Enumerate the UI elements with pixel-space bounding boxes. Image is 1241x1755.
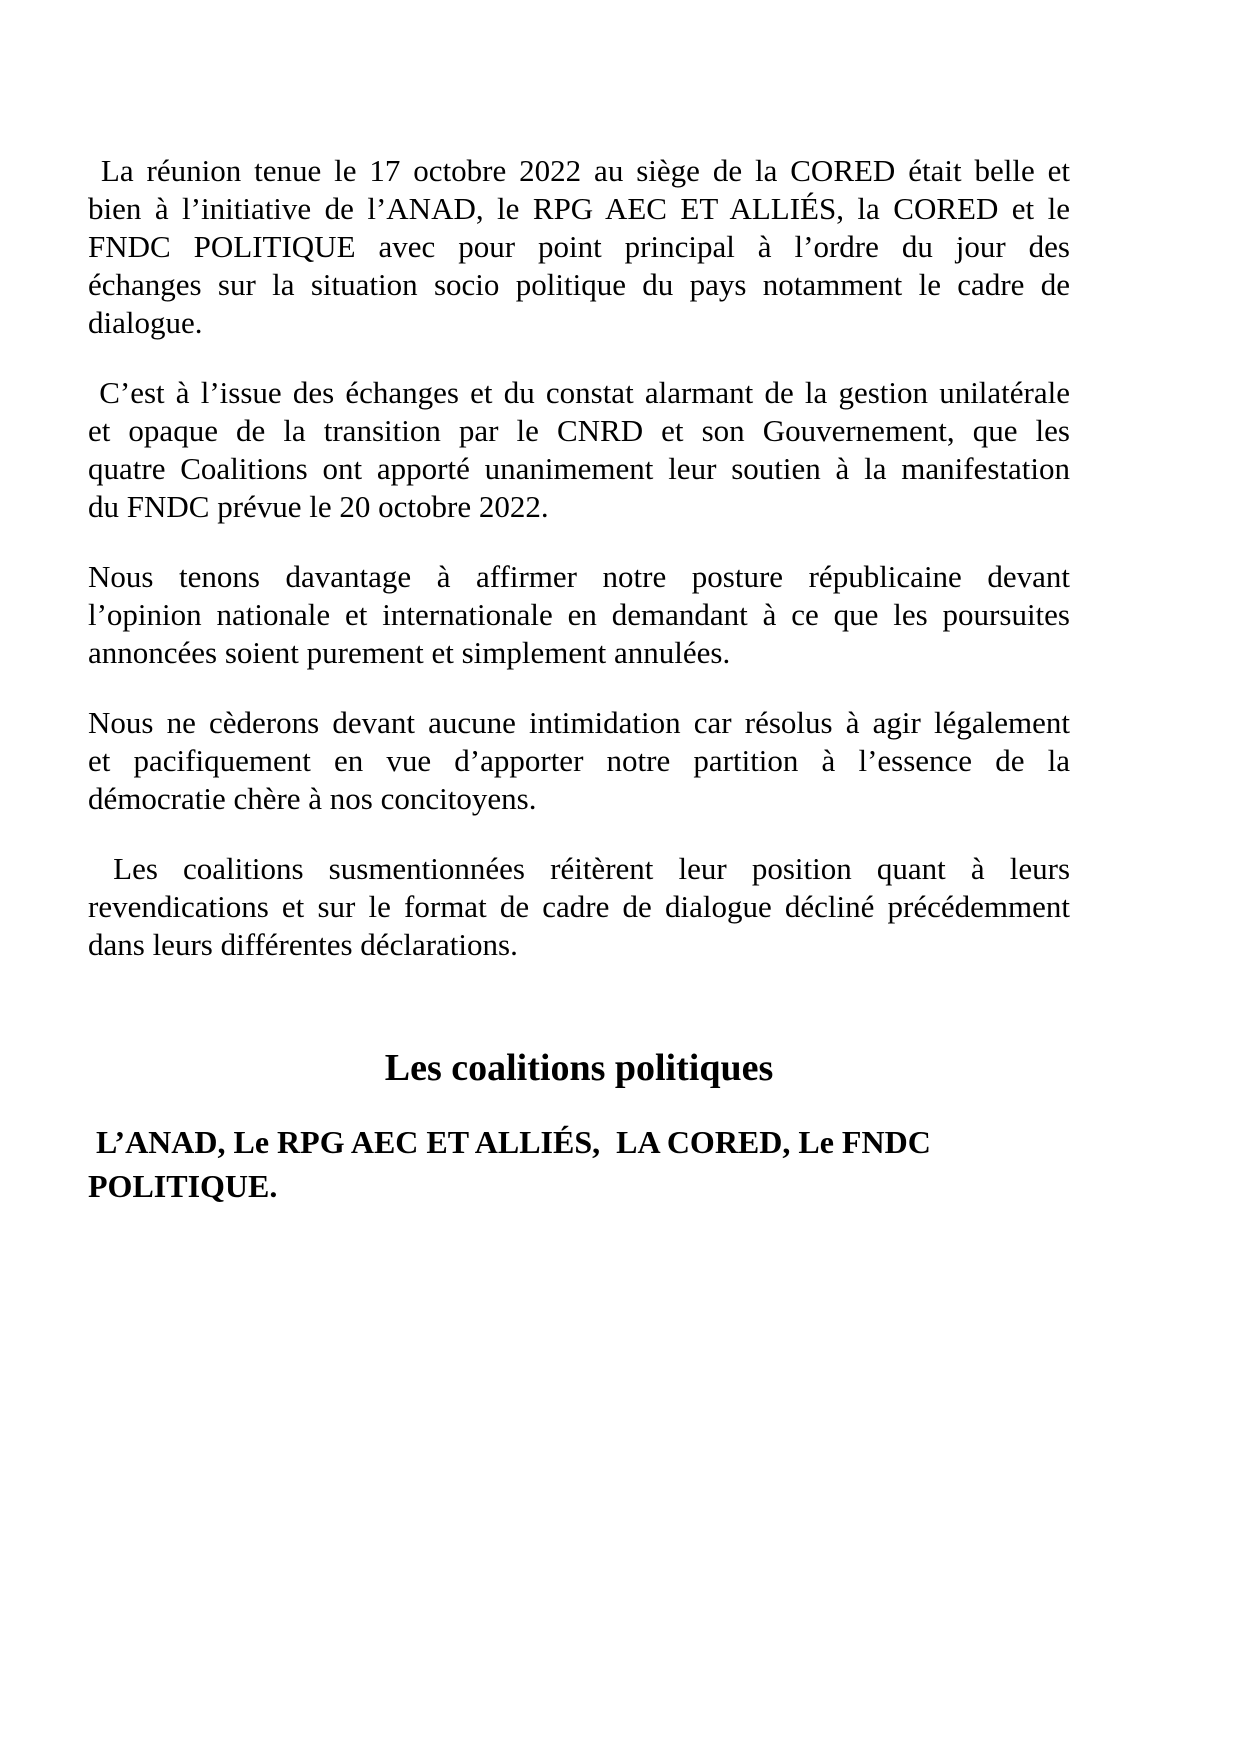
text-line: démocratie chère à nos concitoyens.: [88, 781, 537, 816]
text-line: annoncées soient purement et simplement annulées.: [88, 635, 731, 670]
text-line: POLITIQUE.: [88, 1168, 278, 1204]
text-line: quatre Coalitions ont apporté unanimement leur soutien à la manifestation: [88, 451, 1070, 486]
paragraph-2: [88, 374, 1070, 526]
paragraph-5: [88, 850, 1070, 964]
text-line: échanges sur la situation socio politique du pays notamment le cadre de: [88, 267, 1070, 302]
text-line: Nous tenons davantage à affirmer notre posture républicaine devant: [88, 559, 1070, 594]
text-line: l’opinion nationale et internationale en demandant à ce que les poursuites: [88, 597, 1070, 632]
paragraph-4: [88, 704, 1070, 818]
text-line: bien à l’initiative de l’ANAD, le RPG AEC ET ALLIÉS, la CORED et le: [88, 191, 1070, 226]
paragraph-1: [88, 152, 1070, 342]
text-line: et pacifiquement en vue d’apporter notre partition à l’essence de la: [88, 743, 1070, 778]
text-line: C’est à l’issue des échanges et du constat alarmant de la gestion unilatérale: [88, 375, 1071, 410]
text-line: revendications et sur le format de cadre de dialogue décliné précédemment: [88, 889, 1070, 924]
section-heading: Les coalitions politiques: [384, 1047, 774, 1089]
text-line: Nous ne cèderons devant aucune intimidation car résolus à agir légalement: [88, 705, 1070, 740]
text-line: et opaque de la transition par le CNRD et son Gouvernement, que les: [88, 413, 1070, 448]
text-line: La réunion tenue le 17 octobre 2022 au siège de la CORED était belle et: [88, 153, 1070, 188]
text-line: L’ANAD, Le RPG AEC ET ALLIÉS, LA CORED, Le FNDC: [88, 1124, 931, 1160]
text-line: Les coalitions susmentionnées réitèrent leur position quant à leurs: [88, 851, 1071, 886]
signatories-paragraph: [88, 1120, 1070, 1208]
paragraph-3: [88, 558, 1070, 672]
text-line: dialogue.: [88, 305, 203, 340]
text-line: du FNDC prévue le 20 octobre 2022.: [88, 489, 549, 524]
text-line: dans leurs différentes déclarations.: [88, 927, 518, 962]
text-line: FNDC POLITIQUE avec pour point principal à l’ordre du jour des: [88, 229, 1070, 264]
